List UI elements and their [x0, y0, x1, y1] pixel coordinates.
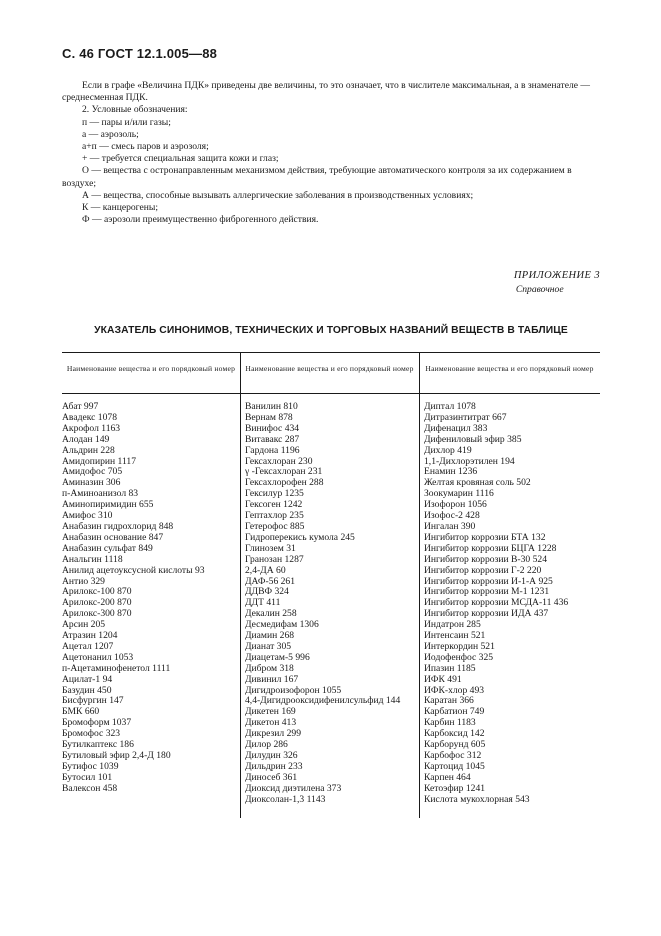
list-item: γ -Гексахлоран 231 — [245, 466, 323, 478]
list-item: Енамин 1236 — [424, 466, 478, 478]
list-item: Ингибитор коррозии БЦГА 1228 — [424, 542, 557, 554]
list-item: Дихлор 419 — [424, 444, 472, 456]
legend-item: а — аэрозоль; — [82, 128, 139, 140]
list-item: Бромоформ 1037 — [62, 717, 132, 729]
list-item: Атразин 1204 — [62, 630, 118, 642]
list-item: Дифенацил 383 — [424, 422, 488, 434]
list-item: Амидопирин 1117 — [62, 455, 137, 467]
list-item: Карпен 464 — [424, 771, 471, 783]
list-item: Кетоэфир 1241 — [424, 782, 486, 794]
list-item: Бутилкаптекс 186 — [62, 739, 134, 751]
list-item: Арилокс-300 870 — [62, 608, 132, 620]
list-item: Амидофос 705 — [62, 466, 123, 478]
appendix-heading — [514, 269, 600, 297]
list-item: Гардона 1196 — [245, 444, 300, 456]
list-item: Гептахлор 235 — [245, 510, 304, 522]
list-item: Интеркордин 521 — [424, 640, 495, 652]
list-item: Бисфургин 147 — [62, 695, 124, 707]
list-item: Арилокс-100 870 — [62, 586, 132, 598]
column-3-list — [424, 402, 600, 806]
list-item: Ингалан 390 — [424, 520, 476, 532]
list-item: Десмедифам 1306 — [245, 619, 319, 631]
list-item: Анальгин 1118 — [62, 553, 123, 565]
legend-item: К — канцерогены; — [82, 202, 158, 214]
list-item: Абат 997 — [62, 401, 99, 412]
table-header-rule — [62, 393, 600, 394]
list-item: Анилид ацетоуксусной кислоты 93 — [62, 564, 205, 576]
list-item: Диоксид диэтилена 373 — [245, 782, 342, 794]
list-item: п-Аминоанизол 83 — [62, 488, 139, 500]
list-item: Дилудин 326 — [245, 750, 298, 761]
list-item: Бутиловый эфир 2,4-Д 180 — [62, 750, 171, 761]
list-item: Анабазин основание 847 — [62, 531, 164, 543]
list-item: Гидроперекись кумола 245 — [245, 531, 355, 543]
list-item: Каратан 366 — [424, 695, 474, 707]
list-item: Гексоген 1242 — [245, 499, 303, 511]
list-item: Карбоксид 142 — [424, 728, 485, 740]
list-item: Карбофос 312 — [424, 750, 482, 761]
legend-item: + — требуется специальная защита кожи и глаз; — [82, 153, 279, 165]
list-item: Дивинил 167 — [245, 673, 299, 685]
list-item: Бутифос 1039 — [62, 760, 119, 772]
appendix-subtitle: Справочное — [515, 284, 564, 295]
list-item: п-Ацетаминофенетол 1111 — [62, 662, 171, 674]
column-header: Наименование вещества и его порядковый номер — [66, 364, 236, 373]
legend-item: Ф — аэрозоли преимущественно фиброгенного действия. — [82, 214, 319, 226]
list-item: Картоцид 1045 — [424, 760, 485, 772]
list-item: Глинозем 31 — [245, 542, 296, 554]
table-top-rule — [62, 352, 600, 353]
list-item: Карбатион 749 — [424, 706, 485, 718]
list-item: Гранозан 1287 — [245, 553, 304, 565]
list-item: Ингибитор коррозии МСДА-11 436 — [424, 597, 569, 609]
list-item: Гексилур 1235 — [245, 488, 304, 500]
list-item: Диоксолан-1,3 1143 — [245, 793, 326, 805]
list-item: Индатрон 285 — [424, 619, 481, 631]
list-item: Дибром 318 — [245, 662, 294, 674]
legend-item: О — вещества с остронаправленным механизмом действия, требующие автоматического контроля за их содержанием в воздухе; — [62, 165, 572, 189]
list-item: Винифос 434 — [245, 422, 300, 434]
list-item: 4,4-Дигидрооксидифенилсульфид 144 — [245, 695, 401, 707]
list-item: Желтая кровяная соль 502 — [424, 477, 531, 489]
page-header: С. 46 ГОСТ 12.1.005—88 — [62, 46, 218, 61]
list-item: Дикетен 169 — [245, 706, 296, 718]
list-item: ИФК-хлор 493 — [424, 684, 485, 696]
list-item: Дифениловый эфир 385 — [424, 433, 522, 445]
list-item: Интенсаин 521 — [424, 630, 486, 642]
list-item: Зоокумарин 1116 — [424, 488, 494, 500]
list-item: 2,4-ДА 60 — [245, 564, 286, 576]
list-item: Аминазин 306 — [62, 477, 121, 489]
list-item: Вернам 878 — [245, 411, 293, 423]
list-item: Гексахлорофен 288 — [245, 477, 324, 489]
list-item: Альдрин 228 — [62, 444, 115, 456]
list-item: Ацетонанил 1053 — [62, 651, 134, 663]
column-header: Наименование вещества и его порядковый номер — [425, 364, 594, 373]
list-item: Акрофол 1163 — [62, 422, 121, 434]
notes-section — [62, 80, 600, 226]
list-item: ДДВФ 324 — [245, 586, 289, 598]
list-item: Карбин 1183 — [424, 717, 476, 729]
list-item: Ингибитор коррозии В-30 524 — [424, 553, 547, 565]
list-item: Кислота мукохлорная 543 — [424, 793, 530, 805]
column-divider — [419, 352, 420, 818]
list-item: Изофорон 1056 — [424, 499, 487, 511]
list-item: Бутосил 101 — [62, 771, 113, 783]
list-item: Декалин 258 — [245, 608, 297, 620]
list-item: Дикетон 413 — [245, 717, 297, 729]
list-item: Арсин 205 — [62, 619, 106, 631]
list-item: Аминопиримидин 655 — [62, 499, 154, 511]
list-item: БМК 660 — [62, 706, 100, 718]
list-item: Дигидроизофорон 1055 — [245, 684, 342, 696]
legend-item: А — вещества, способные вызывать аллергические заболевания в производственных условиях; — [82, 189, 474, 201]
list-item: Ингибитор коррозии ИДА 437 — [424, 608, 549, 620]
list-item: Амифос 310 — [62, 510, 113, 522]
list-item: Иодофенфос 325 — [424, 651, 494, 663]
list-item: Валексон 458 — [62, 782, 118, 794]
list-item: Ацилат-1 94 — [62, 673, 113, 685]
list-item: Ипазин 1185 — [424, 662, 476, 674]
list-item: Ингибитор коррозии Г-2 220 — [424, 564, 542, 576]
list-item: Диамин 268 — [245, 630, 295, 642]
synonyms-table — [62, 352, 600, 818]
list-item: Изофос-2 428 — [424, 510, 480, 522]
legend-item: а+п — смесь паров и аэрозоля; — [82, 141, 209, 153]
list-item: Арилокс-200 870 — [62, 597, 132, 609]
list-item: Дитразинтитрат 667 — [424, 411, 507, 423]
list-item: Ингибитор коррозии И-1-А 925 — [424, 575, 553, 587]
list-item: Диптал 1078 — [424, 401, 476, 412]
list-item: Дильдрин 233 — [245, 760, 303, 772]
note-paragraph-1: Если в графе «Величина ПДК» приведены две величины, то это означает, что в числителе максимальная, а в знаменателе — среднесменная ПДК. — [62, 80, 591, 104]
list-item: Дианат 305 — [245, 640, 292, 652]
column-header: Наименование вещества и его порядковый номер — [245, 364, 414, 373]
column-divider — [240, 352, 241, 818]
list-item: Анабазин сульфат 849 — [62, 542, 153, 554]
column-1-list — [62, 402, 238, 795]
list-item: Карборунд 605 — [424, 739, 486, 751]
appendix-label: ПРИЛОЖЕНИЕ 3 — [513, 270, 600, 281]
list-item: Антио 329 — [62, 575, 105, 587]
list-item: Гетерофос 885 — [245, 520, 305, 532]
list-item: Авадекс 1078 — [62, 411, 117, 423]
list-item: ДАФ-56 261 — [245, 575, 296, 587]
list-item: Бромофос 323 — [62, 728, 121, 740]
list-item: Диацетам-5 996 — [245, 651, 310, 663]
note-paragraph-2: 2. Условные обозначения: — [82, 104, 188, 116]
list-item: Анабазин гидрохлорид 848 — [62, 520, 174, 532]
list-item: ДДТ 411 — [245, 597, 281, 609]
legend-item: п — пары и/или газы; — [82, 116, 171, 128]
column-2-list — [245, 402, 418, 806]
list-item: Ингибитор коррозии М-1 1231 — [424, 586, 550, 598]
list-item: Гексахлоран 230 — [245, 455, 313, 467]
list-item: Ванилин 810 — [245, 401, 298, 412]
list-item: Витавакс 287 — [245, 433, 300, 445]
list-item: 1,1-Дихлорэтилен 194 — [424, 455, 515, 467]
list-item: Дикрезил 299 — [245, 728, 302, 740]
list-item: Ацетал 1207 — [62, 640, 114, 652]
list-item: ИФК 491 — [424, 673, 462, 685]
list-item: Базудин 450 — [62, 684, 112, 696]
list-item: Диносеб 361 — [245, 771, 298, 783]
list-item: Алодан 149 — [62, 433, 110, 445]
section-title: УКАЗАТЕЛЬ СИНОНИМОВ, ТЕХНИЧЕСКИХ И ТОРГОВЫХ НАЗВАНИЙ ВЕЩЕСТВ В ТАБЛИЦЕ — [94, 325, 568, 336]
list-item: Ингибитор коррозии БТА 132 — [424, 531, 546, 543]
list-item: Дилор 286 — [245, 739, 288, 751]
